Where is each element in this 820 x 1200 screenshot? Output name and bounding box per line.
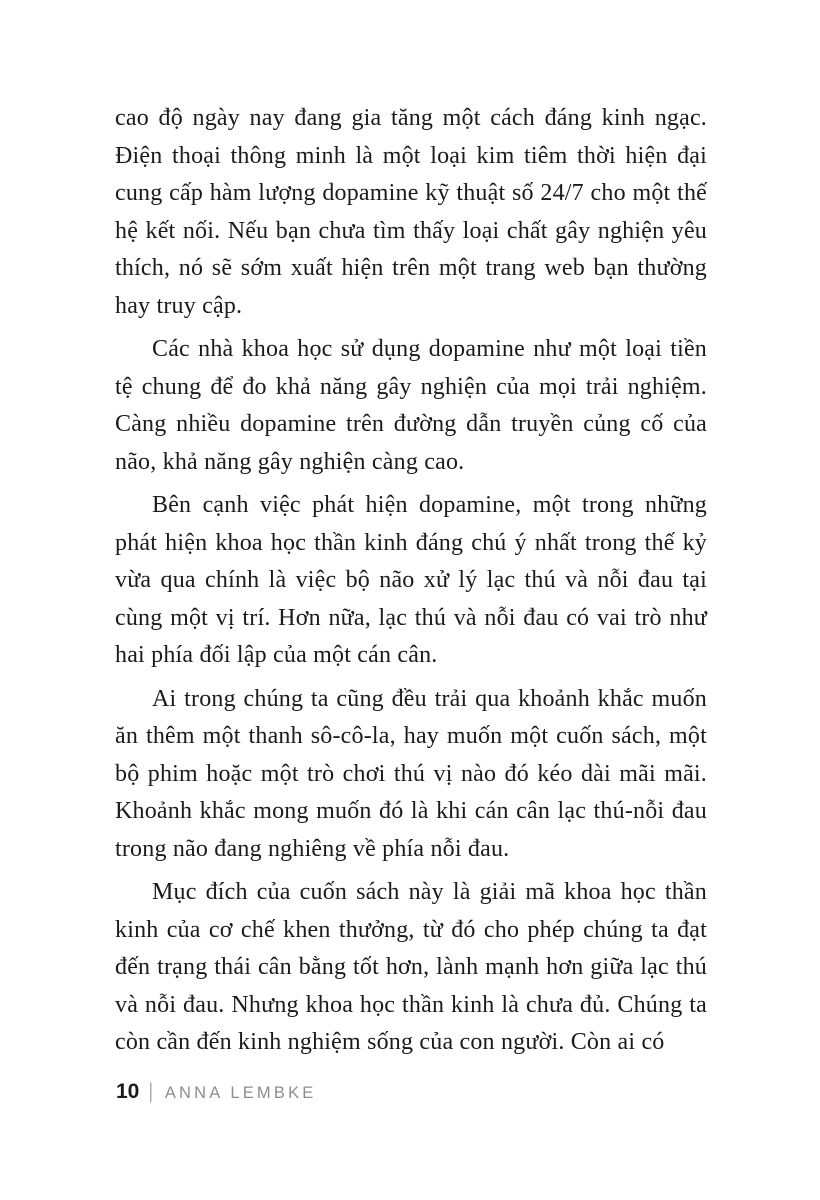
paragraph: Mục đích của cuốn sách này là giải mã khoa học thần kinh của cơ chế khen thưởng, từ đó cho phép chúng ta đạt đến trạng thái cân bằng tốt hơn, lành mạnh hơn giữa lạc thú và nỗi đau. Nhưng khoa học thần kinh là chưa đủ. Chúng ta còn cần đến kinh nghiệm sống của con người. Còn ai có — [115, 879, 707, 1055]
page-number: 10 — [116, 1080, 140, 1103]
paragraph: Bên cạnh việc phát hiện dopamine, một trong những phát hiện khoa học thần kinh đáng chú ý nhất trong thế kỷ vừa qua chính là việc bộ não xử lý lạc thú và nỗi đau tại cùng một vị trí. Hơn nữa, lạc thú và nỗi đau có vai trò như hai phía đối lập của một cán cân. — [115, 492, 707, 668]
paragraph: Ai trong chúng ta cũng đều trải qua khoảnh khắc muốn ăn thêm một thanh sô-cô-la, hay muốn một cuốn sách, một bộ phim hoặc một trò chơi thú vị nào đó kéo dài mãi mãi. Khoảnh khắc mong muốn đó là khi cán cân lạc thú-nỗi đau trong não đang nghiêng về phía nỗi đau. — [115, 685, 707, 862]
footer-separator: | — [149, 1080, 154, 1103]
running-footer-author: ANNA LEMBKE — [164, 1084, 317, 1102]
page-footer — [116, 1080, 317, 1104]
paragraph-continuation: cao độ ngày nay đang gia tăng một cách đáng kinh ngạc. Điện thoại thông minh là một loại kim tiêm thời hiện đại cung cấp hàm lượng dopamine kỹ thuật số 24/7 cho một thế hệ kết nối. Nếu bạn chưa tìm thấy loại chất gây nghiện yêu thích, nó sẽ sớm xuất hiện trên một trang web bạn thường hay truy cập. — [115, 105, 707, 319]
page-body-text — [115, 100, 707, 1068]
paragraph: Các nhà khoa học sử dụng dopamine như một loại tiền tệ chung để đo khả năng gây nghiện của mọi trải nghiệm. Càng nhiều dopamine trên đường dẫn truyền củng cố của não, khả năng gây nghiện càng cao. — [115, 336, 707, 475]
